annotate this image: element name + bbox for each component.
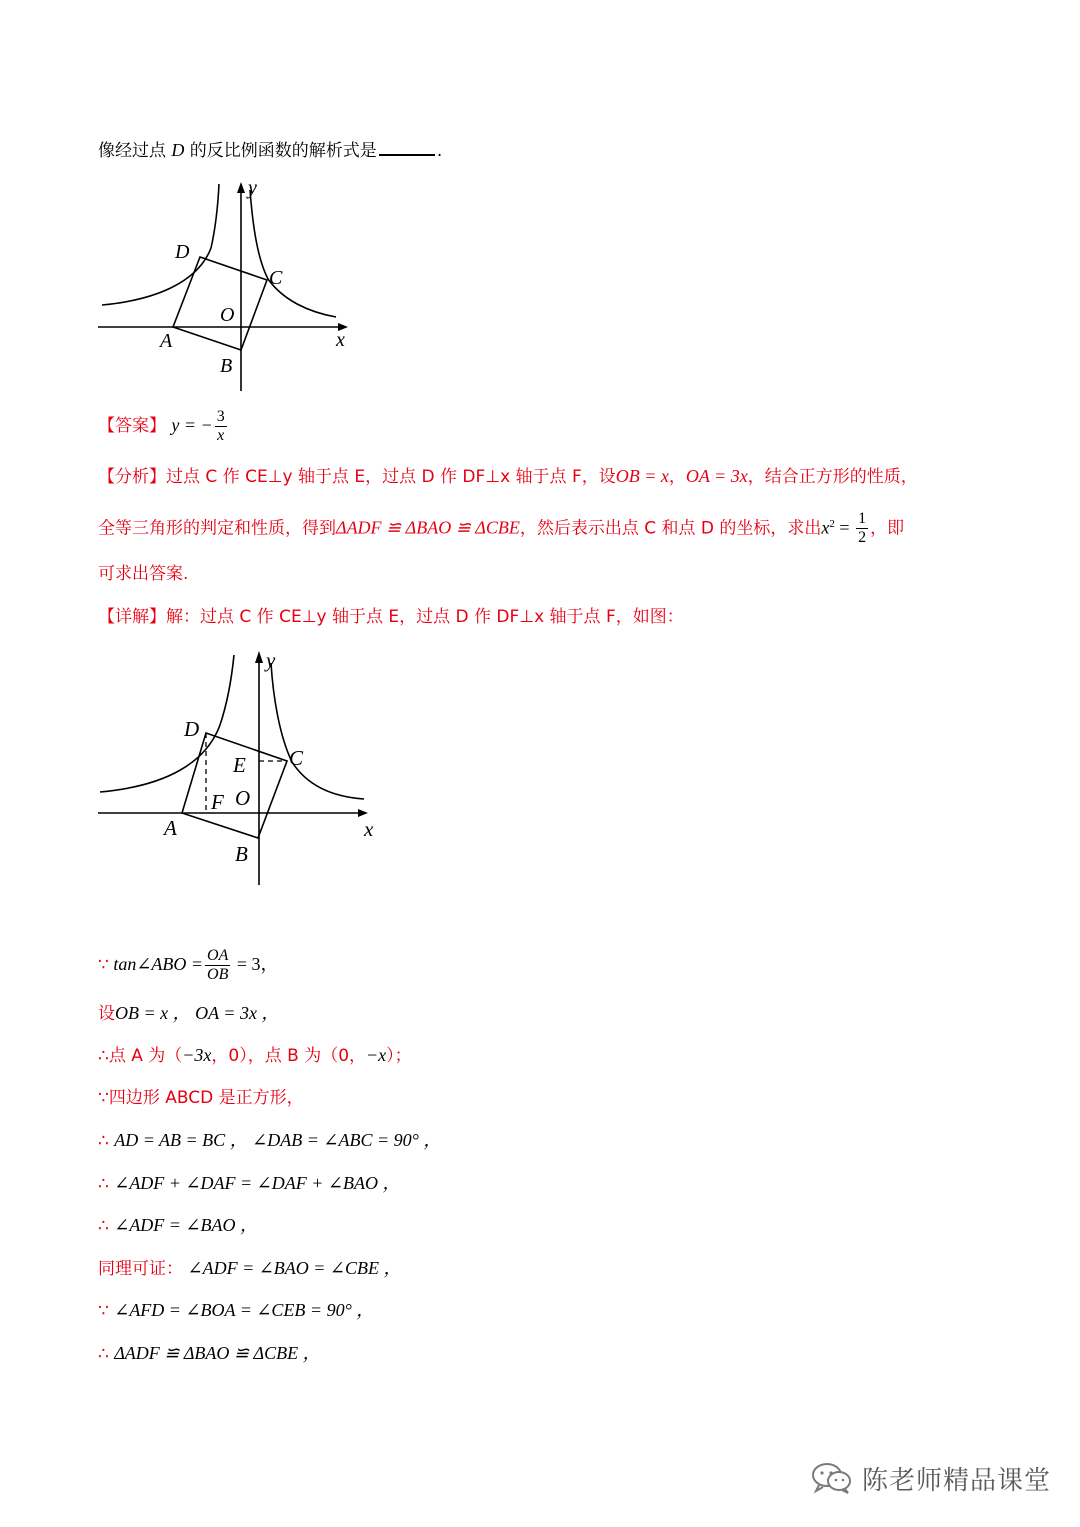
step-2-math: OB = x ， OA = 3x ，	[115, 1003, 280, 1023]
fig2-label-F: F	[211, 790, 224, 814]
answer-den: x	[217, 426, 225, 444]
step-8	[98, 1256, 402, 1281]
analysis-sep: ，	[668, 467, 686, 487]
step-1-num: OA	[207, 946, 229, 964]
step-1-fraction	[205, 947, 230, 984]
analysis-s2c: ，即	[870, 518, 905, 539]
analysis-den: 2	[858, 529, 867, 547]
question-middle: 的反比例函数的解析式是	[184, 141, 377, 161]
fig1-left-branch	[102, 184, 219, 305]
step-1-math: tan∠ABO =	[108, 954, 204, 974]
step-7-math: ∠ADF = ∠BAO ，	[114, 1215, 259, 1235]
step-10	[98, 1341, 321, 1366]
fig2-label-x: x	[364, 817, 374, 841]
step-1-den: OB	[207, 965, 229, 983]
fig2-label-O: O	[235, 786, 251, 810]
step-7-pre: ∴	[98, 1216, 115, 1236]
step-2-pre: 设	[98, 1004, 115, 1024]
analysis-s1: 过点 C 作 CE⊥y 轴于点 E，过点 D 作 DF⊥x 轴于点 F，设	[166, 467, 616, 487]
step-3-mid: ，0），点 B 为（0，	[211, 1046, 367, 1066]
fig2-right-branch	[271, 663, 364, 799]
fig2-x-arrow	[358, 809, 368, 817]
fig1-label-O: O	[220, 304, 235, 326]
fig2-label-D: D	[184, 717, 200, 741]
step-4-pre: ∵四边形 ABCD 是正方形，	[98, 1088, 304, 1108]
analysis-s2a: 全等三角形的判定和性质，得到	[98, 518, 336, 539]
step-9-pre: ∵	[98, 1301, 115, 1321]
step-10-pre: ∴	[98, 1344, 115, 1364]
step-10-math: ΔADF ≌ ΔBAO ≌ ΔCBE ，	[114, 1343, 321, 1363]
step-6-pre: ∴	[98, 1174, 115, 1194]
fig1-label-y: y	[248, 177, 257, 199]
answer-line	[98, 402, 229, 449]
step-1-pre: ∵	[98, 955, 109, 975]
answer-tag: 【答案】	[98, 416, 166, 436]
analysis-oa: OA = 3x	[685, 466, 748, 486]
fig1-label-C: C	[269, 267, 283, 289]
step-7	[98, 1213, 258, 1238]
step-4	[98, 1086, 304, 1110]
question-point: D	[171, 140, 185, 160]
answer-fraction	[215, 408, 227, 445]
step-5	[98, 1128, 441, 1153]
fig1-label-D: D	[175, 241, 190, 263]
step-3-post: ）；	[386, 1046, 412, 1066]
watermark	[810, 1458, 1051, 1498]
fig1-label-A: A	[160, 330, 173, 352]
step-5-pre: ∴	[98, 1131, 115, 1151]
question-prefix: 像经过点	[98, 141, 172, 161]
step-6	[98, 1171, 400, 1196]
figure-1	[96, 176, 358, 396]
answer-lhs: y = −	[171, 415, 213, 435]
fig2-y-arrow	[255, 651, 263, 663]
question-line	[98, 138, 442, 163]
step-2	[98, 1001, 279, 1026]
analysis-ob: OB = x	[615, 466, 669, 486]
step-3-math: −3x	[182, 1045, 212, 1065]
detail-text: 解：过点 C 作 CE⊥y 轴于点 E，过点 D 作 DF⊥x 轴于点 F，如图：	[166, 607, 684, 627]
step-3-pre: ∴点 A 为（	[98, 1046, 183, 1066]
analysis-tag: 【分析】	[98, 467, 166, 487]
fig2-label-B: B	[235, 842, 248, 866]
fig2-label-C: C	[289, 746, 304, 770]
figure-2	[96, 645, 386, 890]
watermark-text: 陈老师精品课堂	[862, 1465, 1052, 1496]
answer-num: 3	[216, 407, 225, 425]
analysis-line-1	[98, 464, 918, 489]
analysis-fraction	[856, 510, 868, 547]
analysis-s1-end: ，结合正方形的性质，	[747, 467, 918, 487]
analysis-num: 1	[858, 510, 867, 528]
step-3	[98, 1043, 412, 1068]
answer-blank	[379, 138, 435, 156]
question-end: .	[436, 141, 443, 161]
analysis-s2b: ，然后表示出点 C 和点 D 的坐标，求出	[519, 518, 822, 539]
detail-line	[98, 605, 684, 629]
analysis-triangles: ΔADF ≌ ΔBAO ≌ ΔCBE	[336, 517, 520, 538]
step-5-math: AD = AB = BC ， ∠DAB = ∠ABC = 90° ，	[114, 1130, 442, 1150]
step-3-math2: −x	[366, 1045, 387, 1065]
fig1-y-arrow	[237, 182, 245, 193]
step-8-math: ∠ADF = ∠BAO = ∠CBE ，	[183, 1258, 402, 1278]
analysis-exp: 2	[829, 518, 835, 530]
detail-tag: 【详解】	[98, 607, 166, 627]
analysis-line-2	[98, 500, 904, 553]
fig2-label-y: y	[266, 648, 276, 672]
analysis-eq: =	[834, 517, 855, 538]
step-1-post: = 3，	[232, 954, 279, 974]
step-1	[98, 940, 279, 989]
step-9-math: ∠AFD = ∠BOA = ∠CEB = 90° ，	[114, 1300, 375, 1320]
fig1-right-branch	[250, 190, 336, 317]
fig2-left-branch	[100, 655, 234, 792]
fig1-label-B: B	[220, 355, 233, 377]
analysis-s3: 可求出答案.	[98, 564, 189, 584]
analysis-x: x	[821, 517, 830, 538]
fig2-label-E: E	[233, 753, 246, 777]
step-9	[98, 1298, 374, 1323]
analysis-line-3	[98, 562, 188, 586]
step-6-math: ∠ADF + ∠DAF = ∠DAF + ∠BAO ，	[114, 1173, 401, 1193]
fig2-label-A: A	[164, 816, 177, 840]
wechat-icon	[810, 1460, 854, 1496]
step-8-pre: 同理可证：	[98, 1259, 183, 1279]
fig1-label-x: x	[336, 329, 345, 351]
